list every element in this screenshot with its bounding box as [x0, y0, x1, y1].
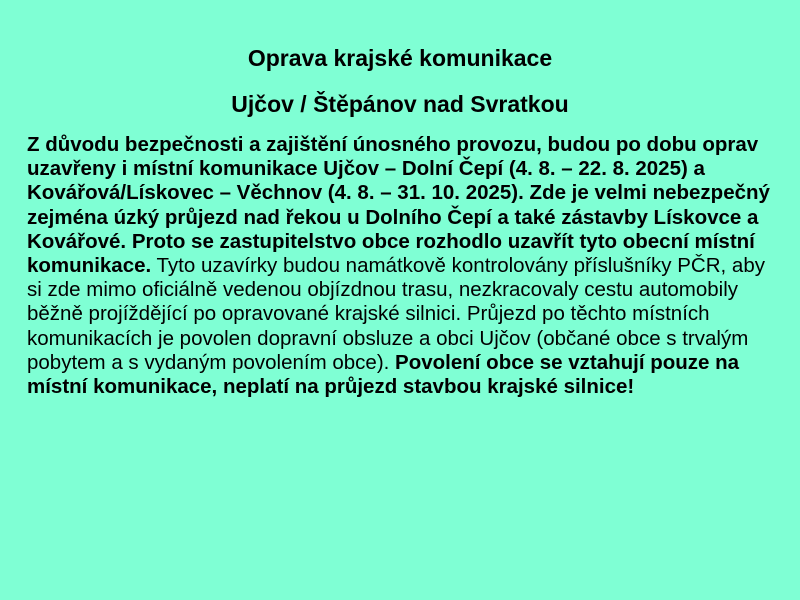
notice-title: Oprava krajské komunikace	[247, 45, 553, 71]
notice-bold-intro: Z důvodu bezpečnosti a zajištění únosného provozu, budou po dobu oprav uzavřeny i místní komunikace Ujčov – Dolní Čepí (4. 8. – 22. 8. 2025) a Kovářová/Lískovec – Věchnov (4. 8. – 31. 10. 2025). Zde je velmi nebezpečný zejména úzký průjezd nad řekou u Dolního Čepí a také zástavby Lískovce a Kovářové. Proto se zastupitelstvo obce rozhodlo uzavřít tyto obecní místní komunikace.	[27, 133, 770, 278]
notice-subtitle: Ujčov / Štěpánov nad Svratkou	[231, 91, 569, 117]
notice-body	[27, 133, 775, 399]
notice-regular-text: Tyto uzavírky budou namátkově kontrolovány příslušníky PČR, aby si zde mimo oficiálně vedenou objízdnou trasu, nezkracovaly cestu automobily běžně projíždějící po opravované krajské silnici. Průjezd po těchto místních komunikacích je povolen dopravní obsluze a obci Ujčov (občané obce s trvalým pobytem a s vydaným povolením obce).	[27, 254, 765, 374]
notice-bold-outro: Povolení obce se vztahují pouze na místní komunikace, neplatí na průjezd stavbou krajské silnice!	[27, 350, 740, 399]
